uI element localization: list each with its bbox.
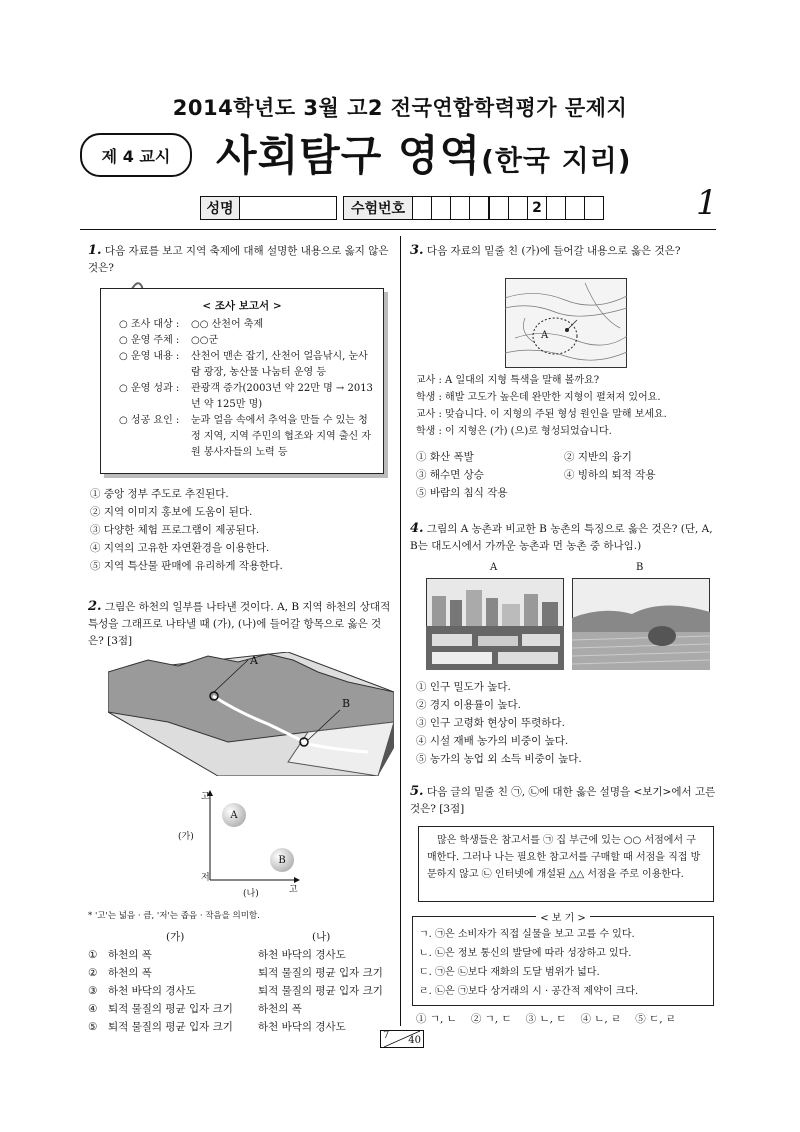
page-current: 7 (383, 1030, 390, 1041)
dialogue-line: 학생 : 해발 고도가 높은데 완만한 지형이 펼쳐져 있어요. (416, 392, 661, 403)
q2-label-a: A (250, 654, 258, 667)
q4-options (416, 678, 716, 768)
list-item: ㄹ. ㉡은 ㉠보다 상거래의 시 · 공간적 제약이 크다. (419, 986, 639, 997)
q2-label-b: B (342, 697, 351, 710)
option[interactable]: ① 인구 밀도가 높다. (416, 681, 511, 693)
option[interactable]: ⑤ 지역 특산물 판매에 유리하게 작용한다. (90, 560, 283, 572)
q5-bogi-title: < 보 기 > (536, 913, 590, 924)
graph-point-a: A (222, 803, 246, 827)
subject-title (216, 123, 632, 183)
graph-x-high: 고 (289, 885, 298, 895)
exam-number-box[interactable] (432, 196, 451, 220)
list-item: ○ 운영 주체 : ○○군 (119, 335, 219, 346)
list-item: ○ 운영 성과 : 관광객 증가(2003년 약 22만 명 → 2013년 약 125만 명) (119, 383, 373, 410)
option[interactable]: ② 경지 이용률이 높다. (416, 699, 521, 711)
q4-image-b (572, 578, 710, 670)
q4-label-b: B (636, 562, 644, 573)
page-total: 40 (408, 1035, 421, 1046)
exam-number-box[interactable] (490, 196, 509, 220)
page-number: 1 (696, 183, 718, 223)
exam-number-label: 수험번호 (343, 196, 413, 220)
option[interactable]: ③ 해수면 상승 (416, 469, 484, 481)
q1-stem: 1. 다음 자료를 보고 지역 축제에 대해 설명한 내용으로 옳지 않은 것은? (88, 243, 389, 274)
subject-main: 사회탐구 영역 (216, 131, 482, 180)
q1-report-box (100, 288, 384, 474)
option[interactable]: ③ 하천 바닥의 경사도 퇴적 물질의 평균 입자 크기 (88, 985, 383, 997)
option[interactable]: ① 화산 폭발 (416, 451, 474, 463)
exam-number-box[interactable] (566, 196, 585, 220)
name-field[interactable] (240, 196, 337, 220)
option[interactable]: ② ㄱ, ㄷ (470, 1013, 512, 1025)
exam-number-box[interactable] (451, 196, 470, 220)
id-row (200, 196, 604, 220)
exam-number-box[interactable] (413, 196, 432, 220)
q1-report-rows (119, 317, 373, 461)
option[interactable]: ③ 인구 고령화 현상이 뚜렷하다. (416, 717, 565, 729)
period-badge: 제 4 교시 (80, 133, 192, 177)
option[interactable]: ⑤ ㄷ, ㄹ (635, 1013, 677, 1025)
q2-stem: 2. 그림은 하천의 일부를 나타낸 것이다. A, B 지역 하천의 상대적 특성을 그래프로 나타낼 때 (가), (나)에 들어갈 항목으로 옳은 것은? [3점] (88, 599, 391, 647)
option[interactable]: ① 하천의 폭 하천 바닥의 경사도 (88, 949, 346, 961)
q5-bogi-box (412, 913, 714, 1006)
name-label: 성명 (200, 196, 240, 220)
list-item: ○ 성공 요인 : 눈과 얼음 속에서 추억을 만들 수 있는 청정 지역, 지역 주민의 협조와 지역 출신 자원 봉사자들의 노력 등 (119, 415, 371, 458)
option[interactable]: ④ ㄴ, ㄹ (580, 1013, 622, 1025)
option[interactable]: ⑤ 퇴적 물질의 평균 입자 크기 하천 바닥의 경사도 (88, 1021, 346, 1033)
q5-options (416, 1010, 716, 1028)
option[interactable]: ④ 퇴적 물질의 평균 입자 크기 하천의 폭 (88, 1003, 302, 1015)
q4-label-a: A (490, 562, 498, 573)
q3-map-label: A (541, 330, 549, 341)
list-item: ㄷ. ㉠은 ㉡보다 재화의 도달 범위가 넓다. (419, 967, 600, 978)
list-item: ○ 조사 대상 : ○○ 산천어 축제 (119, 319, 264, 330)
list-item: ㄴ. ㉡은 정보 통신의 발달에 따라 성장하고 있다. (419, 948, 632, 959)
option[interactable]: ① 중앙 정부 주도로 추진된다. (90, 488, 229, 500)
list-item: ○ 운영 내용 : 산천어 맨손 잡기, 산천어 얼음낚시, 눈사람 광장, 농산물 나눔터 운영 등 (119, 351, 368, 378)
q5-passage: 많은 학생들은 참고서를 ㉠ 집 부근에 있는 ○○ 서점에서 구매한다. 그러나 나는 필요한 참고서를 구매할 때 서점을 직접 방문하지 않고 ㉡ 인터넷에 개설된 △△ 서점을 주로 이용한다. (418, 826, 714, 902)
q4-stem: 4. 그림의 A 농촌과 비교한 B 농촌의 특징으로 옳은 것은? (단, A, B는 대도시에서 가까운 농촌과 먼 농촌 중 하나임.) (410, 521, 713, 552)
exam-number-box[interactable] (470, 196, 490, 220)
q2-river-block-diagram (108, 652, 394, 776)
dialogue-line: 교사 : A 일대의 지형 특색을 말해 볼까요? (416, 375, 600, 386)
option[interactable]: ⑤ 농가의 농업 외 소득 비중이 높다. (416, 753, 582, 765)
subject-sub: (한국 지리) (481, 144, 632, 177)
graph-y-axis-label: (가) (178, 832, 194, 842)
graph-y-low: 저 (201, 873, 210, 883)
q2-options (88, 928, 398, 1036)
q5-number: 5. (410, 784, 424, 799)
column-divider (400, 236, 401, 1026)
q5-stem: 5. 다음 글의 밑줄 친 ㉠, ㉡에 대한 옳은 설명을 <보기>에서 고른 것은? [3점] (410, 784, 716, 815)
q1-options (90, 485, 390, 575)
option[interactable]: ① ㄱ, ㄴ (416, 1013, 457, 1025)
q1-number: 1. (88, 243, 102, 258)
q5-bogi-list (413, 917, 713, 1001)
exam-number-box-filled: 2 (528, 196, 547, 220)
graph-y-high: 고 (201, 792, 210, 802)
q2-option-header: (가) (나) (166, 931, 331, 943)
option[interactable]: ④ 시설 재배 농가의 비중이 높다. (416, 735, 569, 747)
option[interactable]: ③ 다양한 체험 프로그램이 제공된다. (90, 524, 260, 536)
dialogue-line: 학생 : 이 지형은 (가) (으)로 형성되었습니다. (416, 426, 612, 437)
q2-number: 2. (88, 599, 102, 614)
q4-image-a (426, 578, 564, 670)
exam-number-box[interactable] (509, 196, 528, 220)
q3-dialogue (416, 372, 710, 440)
graph-x-axis-label: (나) (243, 889, 259, 899)
graph-point-b: B (270, 848, 294, 872)
exam-number-box[interactable] (547, 196, 566, 220)
page-counter (380, 1030, 424, 1048)
q3-options (416, 448, 716, 502)
q3-stem: 3. 다음 자료의 밑줄 친 (가)에 들어갈 내용으로 옳은 것은? (410, 243, 681, 258)
dialogue-line: 교사 : 맞습니다. 이 지형의 주된 형성 원인을 말해 보세요. (416, 409, 667, 420)
option[interactable]: ④ 빙하의 퇴적 작용 (564, 469, 656, 481)
header-rule (80, 229, 716, 230)
exam-title: 2014학년도 3월 고2 전국연합학력평가 문제지 (172, 96, 628, 120)
option[interactable]: ⑤ 바람의 침식 작용 (416, 487, 508, 499)
option[interactable]: ② 지반의 융기 (564, 451, 632, 463)
q3-topographic-map (505, 278, 627, 368)
q1-report-title: < 조사 보고서 > (202, 300, 282, 312)
option[interactable]: ② 하천의 폭 퇴적 물질의 평균 입자 크기 (88, 967, 383, 979)
option[interactable]: ② 지역 이미지 홍보에 도움이 된다. (90, 506, 253, 518)
q3-number: 3. (410, 243, 424, 258)
list-item: ㄱ. ㉠은 소비자가 직접 실물을 보고 고를 수 있다. (419, 929, 635, 940)
q2-note: * '고'는 넓음 · 큼, '저'는 좁음 · 작음을 의미함. (88, 911, 260, 921)
option[interactable]: ③ ㄴ, ㄷ (525, 1013, 567, 1025)
option[interactable]: ④ 지역의 고유한 자연환경을 이용한다. (90, 542, 270, 554)
exam-number-box[interactable] (585, 196, 604, 220)
q4-number: 4. (410, 521, 424, 536)
